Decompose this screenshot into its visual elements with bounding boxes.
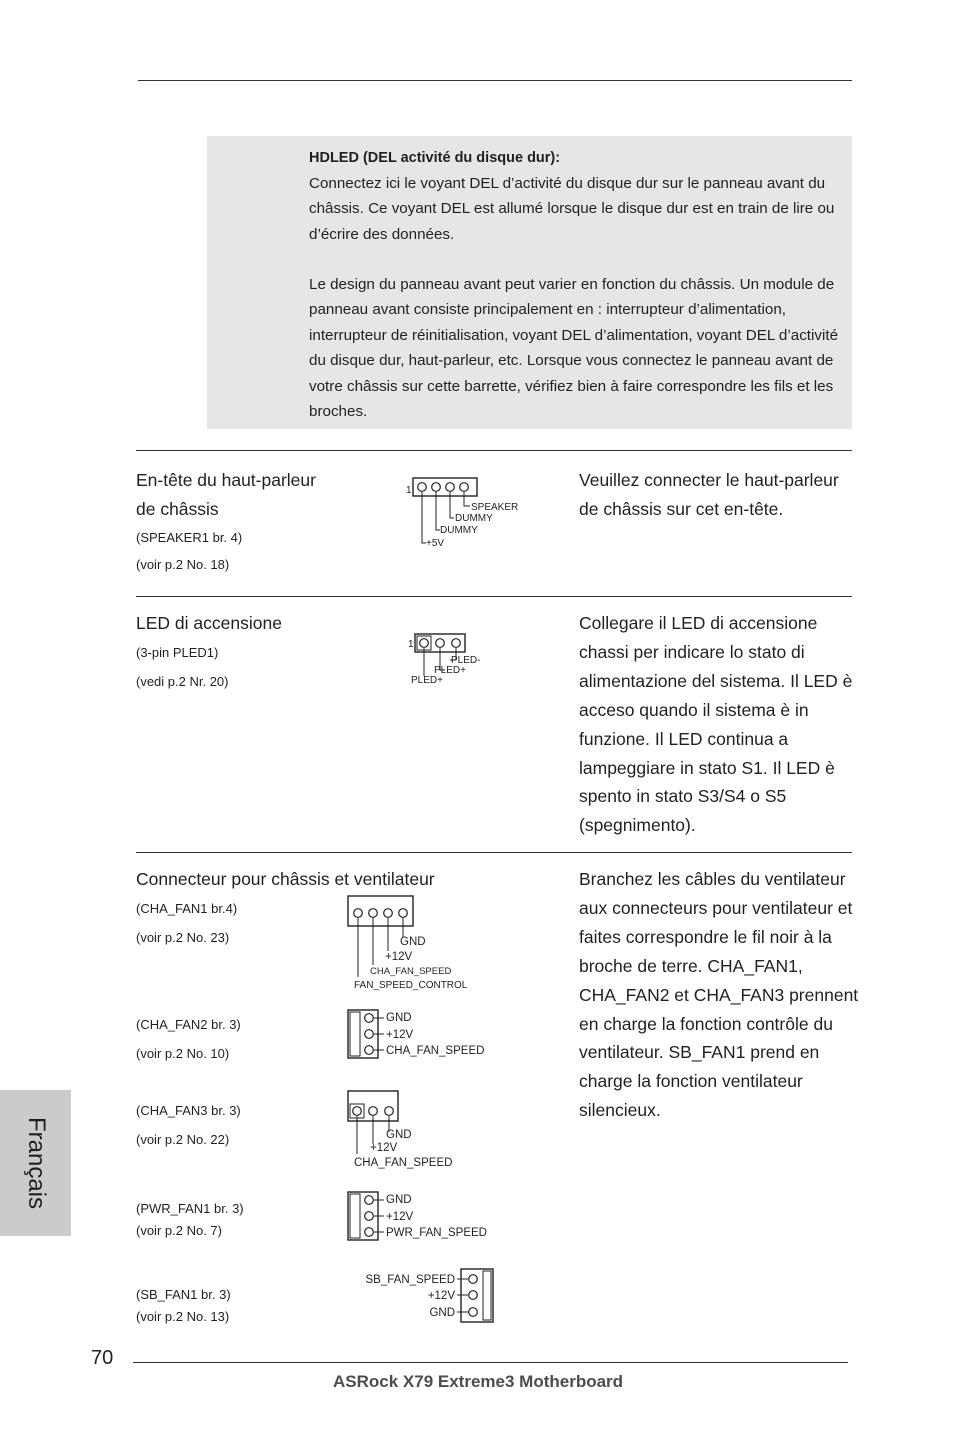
sb-fan1-label-12v: +12V (427, 1290, 455, 1302)
pled-ref: (vedi p.2 Nr. 20) (136, 674, 229, 689)
pwr-fan1-header-diagram (345, 1189, 500, 1244)
cha-fan2-label-speed: CHA_FAN_SPEED (386, 1045, 485, 1057)
top-rule (138, 80, 852, 81)
section-rule (136, 852, 852, 853)
sb-fan1-pin-info: (SB_FAN1 br. 3) (136, 1287, 231, 1302)
cha-fan3-label-gnd: GND (386, 1129, 412, 1141)
cha-fan1-ref: (voir p.2 No. 23) (136, 930, 230, 945)
section-rule (136, 450, 852, 451)
note-paragraph-2: Le design du panneau avant peut varier en fonction du châssis. Un module de panneau avant consiste principalement en : interrupteur d’alimentation, interrupteur de réinitialisation, voyant DEL d’alimentation, voyant DEL d’activité du disque dur, haut-parleur, etc. Lorsque vous connectez le panneau avant de votre châssis sur cette barrette, vérifiez bien à faire correspondre les fils et les broches. (309, 276, 839, 421)
pwr-fan1-label-speed: PWR_FAN_SPEED (386, 1227, 487, 1239)
speaker-label-line1: En-tête du haut-parleur (136, 470, 316, 490)
note-title: HDLED (DEL activité du disque dur): (309, 150, 561, 166)
pled-pin-label-plus2: PLED+ (411, 675, 443, 686)
footer-title: ASRock X79 Extreme3 Motherboard (333, 1372, 624, 1391)
sb-fan1-ref: (voir p.2 No. 13) (136, 1309, 230, 1324)
pwr-fan1-label-gnd: GND (386, 1194, 412, 1206)
sb-fan1-label-gnd: GND (429, 1307, 455, 1319)
cha-fan1-label-speed: CHA_FAN_SPEED (370, 966, 452, 977)
cha-fan2-label-gnd: GND (386, 1012, 412, 1024)
sb-fan1-header-diagram (345, 1266, 500, 1326)
speaker-pin-label-dummy1: DUMMY (455, 513, 493, 524)
speaker-pin-label-5v: +5V (426, 538, 445, 549)
pwr-fan1-label-12v: +12V (386, 1211, 414, 1223)
pled-pin1-marker: 1 (408, 639, 414, 650)
cha-fan3-label-speed: CHA_FAN_SPEED (354, 1157, 453, 1169)
cha-fan1-header-diagram (345, 893, 475, 993)
cha-fan3-pin-info: (CHA_FAN3 br. 3) (136, 1103, 241, 1118)
pled-pin-label-minus: PLED- (451, 655, 481, 666)
speaker-label-line2: de châssis (136, 499, 219, 519)
pwr-fan1-ref: (voir p.2 No. 7) (136, 1223, 222, 1238)
pled-header-diagram (405, 630, 490, 690)
cha-fan2-pin-info: (CHA_FAN2 br. 3) (136, 1017, 241, 1032)
cha-fan1-label-gnd: GND (400, 936, 426, 948)
cha-fan3-ref: (voir p.2 No. 22) (136, 1132, 230, 1147)
pled-description: Collegare il LED di accensione chassi per indicare lo stato di alimentazione del sistema. Il LED è acceso quando il sistema è in funzione. Il LED continua a lampeggiare in stato S1. Il LED è spento in stato S3/S4 o S5 (spegnimento). (579, 613, 853, 836)
page-number: 70 (91, 1347, 114, 1369)
footer-rule (133, 1362, 848, 1363)
sb-fan1-label-speed: SB_FAN_SPEED (365, 1274, 455, 1286)
cha-fan1-pin-info: (CHA_FAN1 br.4) (136, 901, 238, 916)
cha-fan2-ref: (voir p.2 No. 10) (136, 1046, 230, 1061)
speaker-header-diagram (400, 472, 525, 552)
speaker-pin1-marker: 1 (406, 485, 412, 496)
fan-section-label: Connecteur pour châssis et ventilateur (136, 869, 435, 889)
cha-fan2-label-12v: +12V (386, 1029, 414, 1041)
speaker-description: Veuillez connecter le haut-parleur de châssis sur cet en-tête. (579, 470, 839, 519)
cha-fan1-label-control: FAN_SPEED_CONTROL (354, 980, 468, 991)
note-paragraph-1: Connectez ici le voyant DEL d’activité du disque dur sur le panneau avant du châssis. Ce voyant DEL est allumé lorsque le disque dur est en train de lire ou d’écrire des données. (309, 175, 835, 243)
pled-label: LED di accensione (136, 613, 282, 633)
pled-pin-label-plus1: PLED+ (434, 665, 466, 676)
language-side-tab-label: Français (22, 1116, 50, 1210)
speaker-pin-info: (SPEAKER1 br. 4) (136, 530, 243, 545)
language-side-tab (0, 1090, 71, 1236)
cha-fan3-label-12v: +12V (370, 1142, 398, 1154)
section-rule (136, 596, 852, 597)
speaker-pin-label-dummy2: DUMMY (440, 525, 478, 536)
speaker-ref: (voir p.2 No. 18) (136, 557, 230, 572)
pwr-fan1-pin-info: (PWR_FAN1 br. 3) (136, 1201, 244, 1216)
speaker-pin-label-speaker: SPEAKER (471, 502, 519, 513)
cha-fan3-header-diagram (345, 1088, 475, 1170)
cha-fan2-header-diagram (345, 1007, 500, 1062)
fan-description: Branchez les câbles du ventilateur aux connecteurs pour ventilateur et faites correspondre le fil noir à la broche de terre. CHA_FAN1, CHA_FAN2 et CHA_FAN3 prennent en charge la fonction contrôle du ventilateur. SB_FAN1 prend en charge la fonction ventilateur silencieux. (579, 869, 859, 1121)
pled-pin-info: (3-pin PLED1) (136, 645, 219, 660)
cha-fan1-label-12v: +12V (385, 951, 413, 963)
